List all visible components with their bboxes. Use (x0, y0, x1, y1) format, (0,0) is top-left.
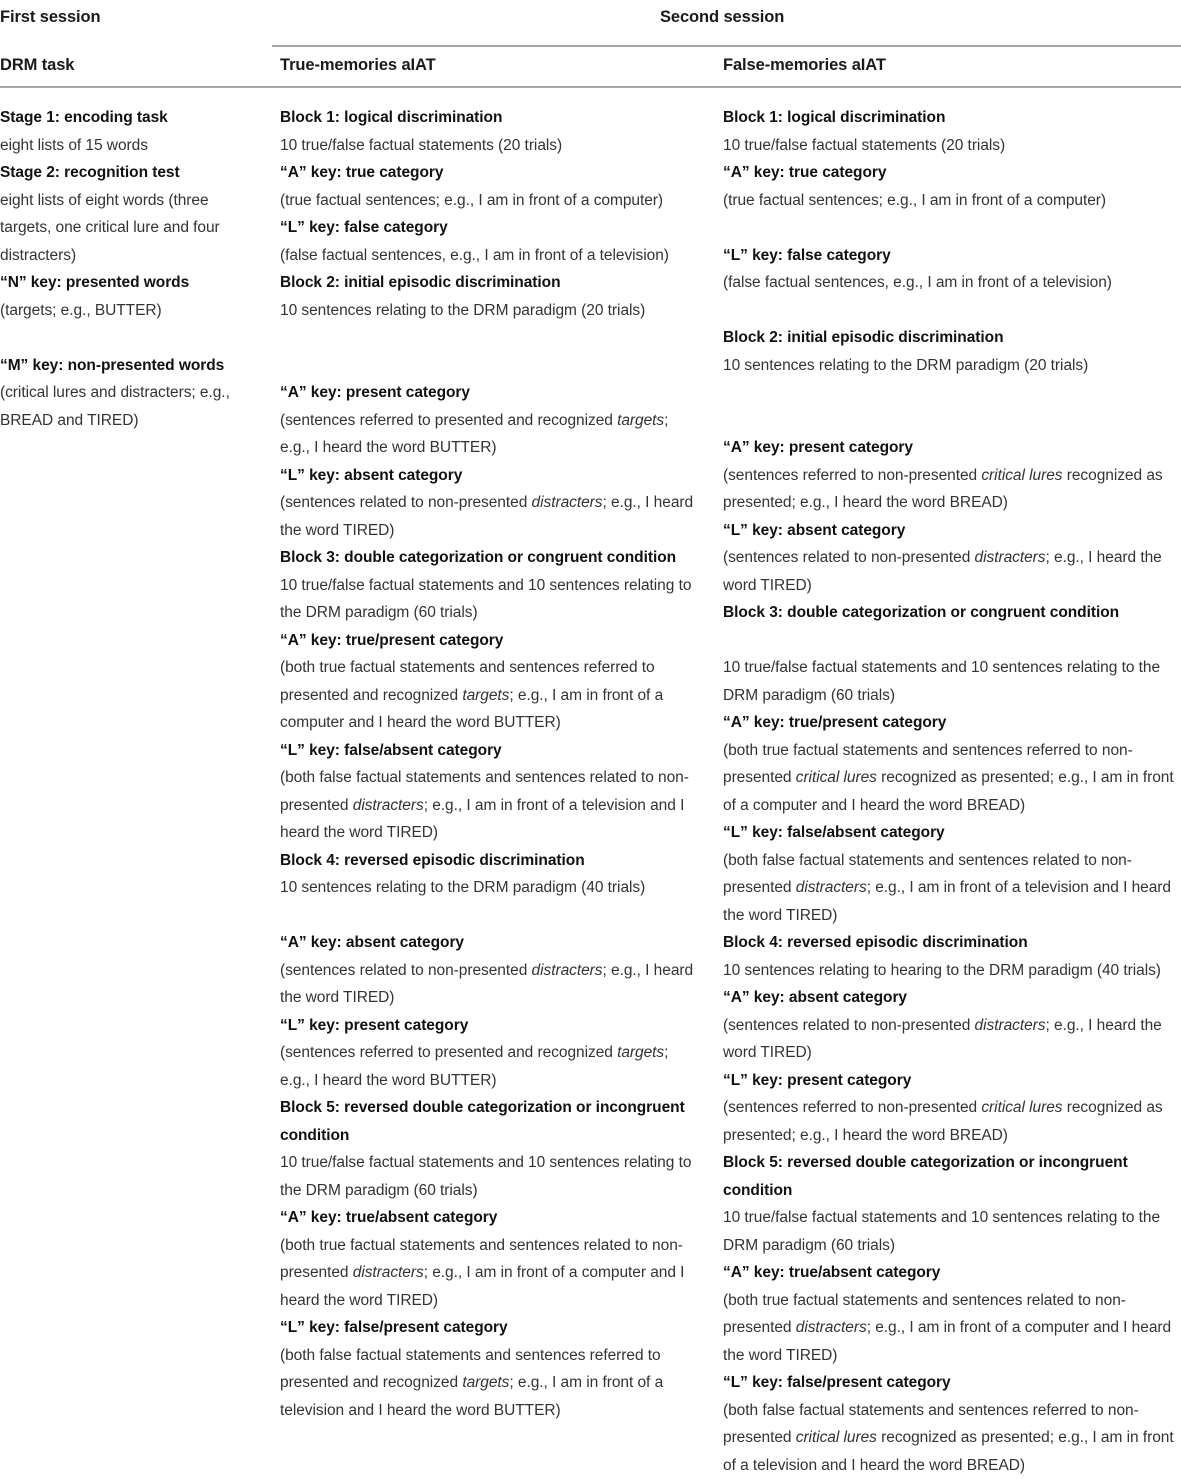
block-2-l-key-heading: “L” key: absent category (723, 517, 1181, 545)
text-fragment: ; e.g., I heard the word BUTTER) (280, 1044, 668, 1089)
spacer (723, 214, 1181, 242)
text-fragment: ; e.g., I heard the word TIRED) (280, 962, 693, 1007)
block-3-a-key-description (723, 737, 1181, 820)
block-4-description: 10 sentences relating to the DRM paradigm (40 trials) (280, 874, 700, 902)
column-header-false-memories-aiat: False-memories aIAT (723, 56, 886, 75)
text-fragment: (both true factual statements and sentences related to non-presented (723, 1292, 1126, 1337)
spacer (723, 627, 1181, 655)
block-3-a-key-heading: “A” key: true/present category (723, 709, 1181, 737)
text-fragment: ; e.g., I am in front of a computer and I heard the word BUTTER) (280, 687, 663, 732)
block-5-a-key-description (280, 1232, 700, 1315)
text-fragment: (both true factual statements and sentences related to non-presented (280, 1237, 683, 1282)
block-1-l-key-heading: “L” key: false category (723, 242, 1181, 270)
block-2-l-key-description (280, 489, 700, 544)
text-fragment: ; e.g., I heard the word TIRED) (723, 1017, 1162, 1062)
block-3-a-key-heading: “A” key: true/present category (280, 627, 700, 655)
block-2-heading: Block 2: initial episodic discrimination (280, 269, 700, 297)
text-fragment: recognized as presented; e.g., I heard the word BREAD) (723, 1099, 1163, 1144)
block-1-heading: Block 1: logical discrimination (280, 104, 700, 132)
block-4-a-key-heading: “A” key: absent category (723, 984, 1181, 1012)
block-1-description: 10 true/false factual statements (20 trials) (723, 132, 1181, 160)
block-4-heading: Block 4: reversed episodic discrimination (280, 847, 700, 875)
column-true-memories-aiat (280, 104, 700, 1424)
stage-2-heading: Stage 2: recognition test (0, 159, 262, 187)
block-3-a-key-description (280, 654, 700, 737)
emphasis-term: targets (617, 1044, 664, 1061)
text-fragment: (sentences related to non-presented (723, 1017, 975, 1034)
block-5-a-key-heading: “A” key: true/absent category (723, 1259, 1181, 1287)
session-label-second: Second session (660, 8, 784, 27)
block-1-description: 10 true/false factual statements (20 trials) (280, 132, 700, 160)
spacer (0, 324, 262, 352)
block-3-l-key-heading: “L” key: false/absent category (280, 737, 700, 765)
session-header-row (0, 0, 1181, 46)
text-fragment: ; e.g., I am in front of a television and I heard the word TIRED) (280, 797, 684, 842)
emphasis-term: distracters (975, 549, 1046, 566)
column-header-row (0, 46, 1181, 86)
text-fragment: ; e.g., I heard the word TIRED) (280, 494, 693, 539)
stage-1-heading: Stage 1: encoding task (0, 104, 262, 132)
block-4-a-key-description (280, 957, 700, 1012)
block-1-l-key-description: (false factual sentences, e.g., I am in front of a television) (723, 269, 1181, 297)
block-1-a-key-description: (true factual sentences; e.g., I am in front of a computer) (280, 187, 700, 215)
emphasis-term: critical lures (981, 1099, 1062, 1116)
text-fragment: ; e.g., I am in front of a computer and I heard the word TIRED) (723, 1319, 1171, 1364)
session-label-first: First session (0, 8, 101, 27)
text-fragment: (sentences referred to non-presented (723, 467, 981, 484)
column-drm-task (0, 104, 262, 434)
text-fragment: (both true factual statements and sentences referred to non-presented (723, 742, 1133, 787)
text-fragment: (sentences referred to presented and recognized (280, 412, 617, 429)
text-fragment: ; e.g., I am in front of a television and I heard the word BUTTER) (280, 1374, 663, 1419)
text-fragment: ; e.g., I am in front of a computer and I heard the word TIRED) (280, 1264, 684, 1309)
block-5-heading: Block 5: reversed double categorization or incongruent condition (723, 1149, 1181, 1204)
block-4-l-key-description (280, 1039, 700, 1094)
block-1-heading: Block 1: logical discrimination (723, 104, 1181, 132)
emphasis-term: targets (462, 1374, 509, 1391)
stage-1-description: eight lists of 15 words (0, 132, 262, 160)
text-fragment: (both true factual statements and sentences referred to presented and recognized (280, 659, 655, 704)
text-fragment: recognized as presented; e.g., I heard the word BREAD) (723, 467, 1163, 512)
block-1-a-key-heading: “A” key: true category (723, 159, 1181, 187)
emphasis-term: distracters (353, 1264, 424, 1281)
block-3-heading: Block 3: double categorization or congruent condition (723, 599, 1181, 627)
text-fragment: (both false factual statements and sentences related to non-presented (280, 769, 689, 814)
block-3-l-key-description (280, 764, 700, 847)
block-3-l-key-heading: “L” key: false/absent category (723, 819, 1181, 847)
block-3-heading: Block 3: double categorization or congruent condition (280, 544, 700, 572)
text-fragment: (both false factual statements and sentences referred to non-presented (723, 1402, 1139, 1447)
block-2-a-key-heading: “A” key: present category (723, 434, 1181, 462)
block-4-heading: Block 4: reversed episodic discrimination (723, 929, 1181, 957)
text-fragment: (sentences referred to presented and recognized (280, 1044, 617, 1061)
n-key-description: (targets; e.g., BUTTER) (0, 297, 262, 325)
block-5-description: 10 true/false factual statements and 10 sentences relating to the DRM paradigm (60 trials) (723, 1204, 1181, 1259)
text-fragment: (both false factual statements and sentences referred to presented and recognized (280, 1347, 661, 1392)
block-2-l-key-description (723, 544, 1181, 599)
block-5-l-key-description (723, 1397, 1181, 1479)
block-2-description: 10 sentences relating to the DRM paradigm (20 trials) (280, 297, 700, 325)
block-2-heading: Block 2: initial episodic discrimination (723, 324, 1181, 352)
spacer (280, 324, 700, 352)
emphasis-term: critical lures (796, 769, 877, 786)
block-4-l-key-description (723, 1094, 1181, 1149)
spacer (280, 352, 700, 380)
block-2-l-key-heading: “L” key: absent category (280, 462, 700, 490)
block-5-description: 10 true/false factual statements and 10 sentences relating to the DRM paradigm (60 trials) (280, 1149, 700, 1204)
block-4-description: 10 sentences relating to hearing to the DRM paradigm (40 trials) (723, 957, 1181, 985)
block-4-l-key-heading: “L” key: present category (280, 1012, 700, 1040)
block-4-a-key-heading: “A” key: absent category (280, 929, 700, 957)
block-1-a-key-description: (true factual sentences; e.g., I am in front of a computer) (723, 187, 1181, 215)
spacer (723, 379, 1181, 407)
stage-2-description: eight lists of eight words (three targets, one critical lure and four distracters) (0, 187, 262, 270)
block-2-a-key-description (723, 462, 1181, 517)
block-2-a-key-heading: “A” key: present category (280, 379, 700, 407)
text-fragment: (sentences related to non-presented (280, 494, 532, 511)
emphasis-term: distracters (353, 797, 424, 814)
text-fragment: ; e.g., I heard the word TIRED) (723, 549, 1162, 594)
block-1-a-key-heading: “A” key: true category (280, 159, 700, 187)
text-fragment: (sentences related to non-presented (280, 962, 532, 979)
block-5-heading: Block 5: reversed double categorization or incongruent condition (280, 1094, 700, 1149)
block-3-description: 10 true/false factual statements and 10 sentences relating to the DRM paradigm (60 trials) (723, 654, 1181, 709)
column-header-true-memories-aiat: True-memories aIAT (280, 56, 436, 75)
block-3-l-key-description (723, 847, 1181, 930)
text-fragment: (sentences referred to non-presented (723, 1099, 981, 1116)
n-key-heading: “N” key: presented words (0, 269, 262, 297)
text-fragment: recognized as presented; e.g., I am in front of a television and I heard the word BREAD) (723, 1429, 1174, 1474)
block-1-l-key-heading: “L” key: false category (280, 214, 700, 242)
m-key-heading: “M” key: non-presented words (0, 352, 262, 380)
emphasis-term: distracters (975, 1017, 1046, 1034)
block-3-description: 10 true/false factual statements and 10 sentences relating to the DRM paradigm (60 trials) (280, 572, 700, 627)
block-5-a-key-heading: “A” key: true/absent category (280, 1204, 700, 1232)
text-fragment: (both false factual statements and sentences related to non-presented (723, 852, 1132, 897)
emphasis-term: distracters (532, 494, 603, 511)
emphasis-term: targets (462, 687, 509, 704)
m-key-description: (critical lures and distracters; e.g., BREAD and TIRED) (0, 379, 262, 434)
block-2-a-key-description (280, 407, 700, 462)
header-rule-full (0, 86, 1181, 88)
emphasis-term: distracters (796, 1319, 867, 1336)
text-fragment: (sentences related to non-presented (723, 549, 975, 566)
block-5-a-key-description (723, 1287, 1181, 1370)
spacer (280, 902, 700, 930)
spacer (723, 297, 1181, 325)
emphasis-term: critical lures (796, 1429, 877, 1446)
block-2-description: 10 sentences relating to the DRM paradigm (20 trials) (723, 352, 1181, 380)
text-fragment: recognized as presented; e.g., I am in front of a computer and I heard the word BREAD) (723, 769, 1174, 814)
emphasis-term: distracters (796, 879, 867, 896)
block-5-l-key-heading: “L” key: false/present category (280, 1314, 700, 1342)
block-4-l-key-heading: “L” key: present category (723, 1067, 1181, 1095)
block-5-l-key-description (280, 1342, 700, 1425)
spacer (723, 407, 1181, 435)
emphasis-term: critical lures (981, 467, 1062, 484)
block-4-a-key-description (723, 1012, 1181, 1067)
emphasis-term: targets (617, 412, 664, 429)
emphasis-term: distracters (532, 962, 603, 979)
text-fragment: ; e.g., I heard the word BUTTER) (280, 412, 668, 457)
column-false-memories-aiat (723, 104, 1181, 1479)
text-fragment: ; e.g., I am in front of a television and I heard the word TIRED) (723, 879, 1171, 924)
column-header-drm-task: DRM task (0, 56, 74, 75)
block-5-l-key-heading: “L” key: false/present category (723, 1369, 1181, 1397)
block-1-l-key-description: (false factual sentences, e.g., I am in front of a television) (280, 242, 700, 270)
